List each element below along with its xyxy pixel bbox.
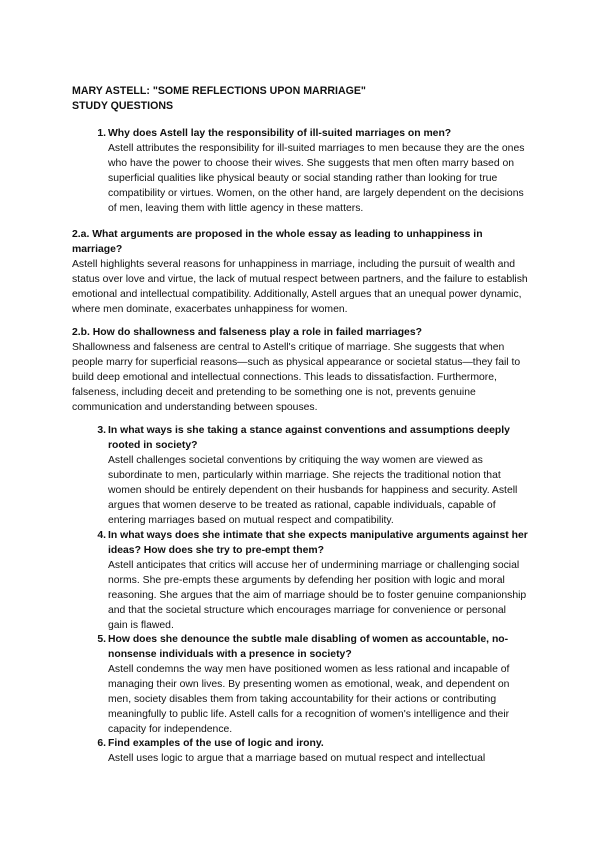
answer-text: Astell condemns the way men have positioned women as less rational and incapable of managing their own lives. By presenting women as emotional, weak, and dependent on men, society disables them from taking accountability for their actions or contributing meaningfully to public life. Astell calls for a recognition of women's intelligence and their capacity for independence.	[108, 664, 510, 735]
document-title: MARY ASTELL: "SOME REFLECTIONS UPON MARRIAGE"	[72, 85, 366, 97]
question-text: In what ways is she taking a stance against conventions and assumptions deeply rooted in society?	[108, 425, 510, 451]
answer-text: Shallowness and falseness are central to Astell's critique of marriage. She suggests that when people marry for superficial reasons—such as physical appearance or societal status—they fail to build deep emotional and intellectual connections. This leads to dissatisfaction. Furthermore, falseness, including deceit and pretending to be something one is not, prevents genuine communication and understanding between spouses.	[72, 342, 521, 413]
item-number: 4.	[97, 530, 106, 541]
answer-text: Astell challenges societal conventions by critiquing the way women are viewed as subordinate to men, particularly within marriage. She rejects the traditional notion that women should be entirely dependent on their husbands for happiness and security. Astell argues that women deserve to be treated as rational, capable individuals, capable of entering marriages based on mutual respect and compatibility.	[108, 455, 518, 526]
item-number: 2.b.	[72, 327, 90, 338]
item-number: 1.	[97, 128, 106, 139]
question-text	[72, 227, 532, 257]
question-text: Find examples of the use of logic and irony.	[108, 738, 324, 749]
item-number: 6.	[97, 738, 106, 749]
item-number: 2.a.	[72, 229, 90, 240]
study-item-2a	[72, 227, 532, 317]
answer-text: Astell uses logic to argue that a marriage based on mutual respect and intellectual	[108, 753, 486, 764]
item-number: 5.	[97, 634, 106, 645]
question-label: How do shallowness and falseness play a role in failed marriages?	[92, 327, 422, 338]
study-item-2b	[72, 325, 532, 415]
question-text	[72, 325, 532, 340]
answer-text: Astell anticipates that critics will accuse her of undermining marriage or challenging social norms. She pre-empts these arguments by defending her position with logic and moral reasoning. She argues that the aim of marriage should be to foster genuine companionship and that the societal structure which encourages marriage for convenience or personal gain is flawed.	[108, 560, 527, 631]
answer-text: Astell highlights several reasons for unhappiness in marriage, including the pursuit of wealth and status over love and virtue, the lack of mutual respect between partners, and the failure to establish emotional and intellectual compatibility. Additionally, Astell argues that an unequal power dynamic, where men dominate, exacerbates unhappiness for women.	[72, 259, 528, 315]
item-number: 3.	[97, 425, 106, 436]
question-text: How does she denounce the subtle male disabling of women as accountable, no-nonsense individuals with a presence in society?	[108, 634, 509, 660]
answer-text: Astell attributes the responsibility for ill-suited marriages to men because they are the ones who have the power to choose their wives. She suggests that men often marry based on superficial qualities like physical beauty or social standing rather than looking for true compatibility or virtues. Women, on the other hand, are largely dependent on the decisions of men, leaving them with little agency in these matters.	[108, 143, 525, 214]
question-text: In what ways does she intimate that she expects manipulative arguments against her ideas? How does she try to pre-empt them?	[108, 530, 528, 556]
question-label: What arguments are proposed in the whole essay as leading to unhappiness in marriage?	[72, 229, 483, 255]
question-text: Why does Astell lay the responsibility of ill-suited marriages on men?	[108, 128, 452, 139]
document-subtitle: STUDY QUESTIONS	[72, 100, 174, 112]
document-header	[72, 84, 532, 114]
